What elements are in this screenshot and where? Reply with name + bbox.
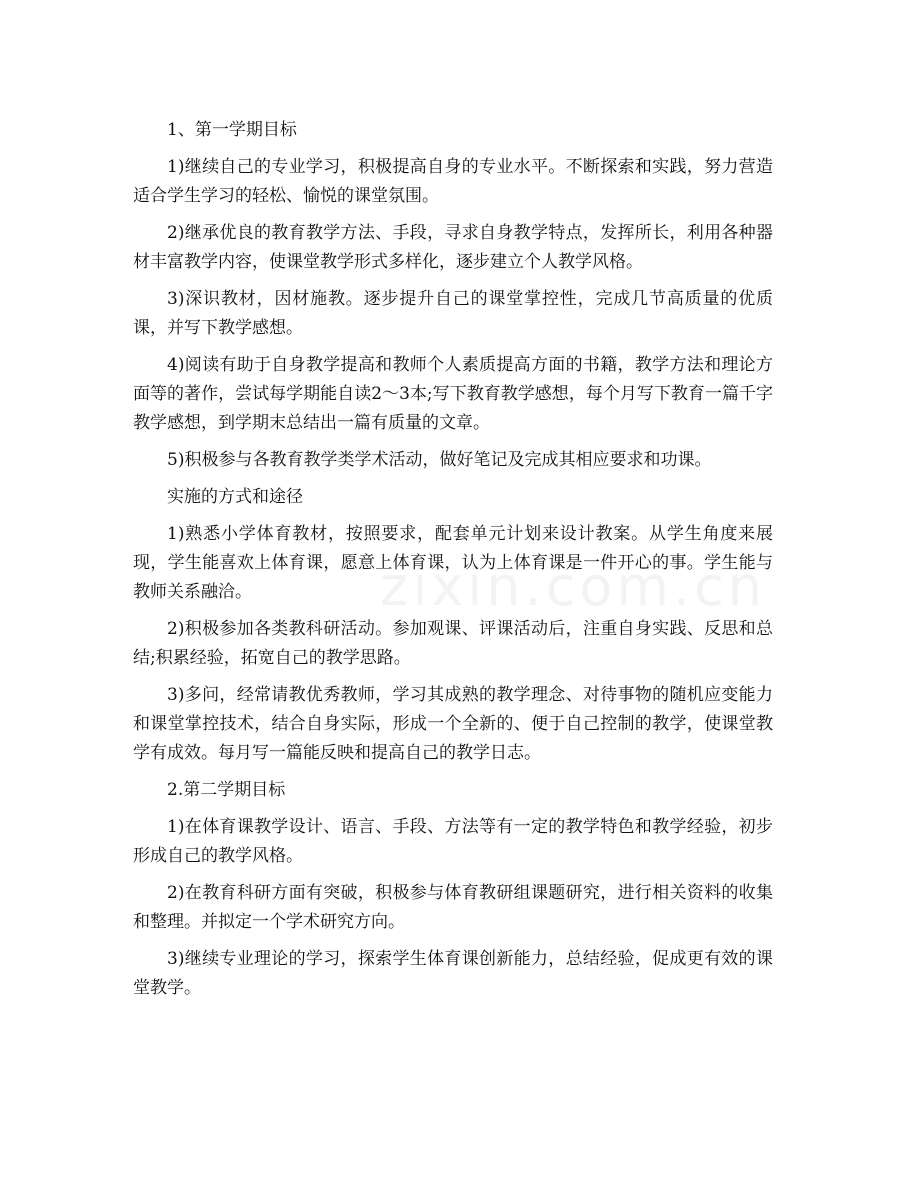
paragraph: 4)阅读有助于自身教学提高和教师个人素质提高方面的书籍，教学方法和理论方面等的著作，尝试每学期能自读2～3本;写下教育教学感想，每个月写下教育一篇千字教学感想，到学期末总结出一篇有质量的文章。 [133, 355, 773, 433]
document-body [133, 116, 773, 1011]
paragraph: 1)继续自己的专业学习，积极提高自身的专业水平。不断探索和实践，努力营造适合学生学习的轻松、愉悦的课堂氛围。 [133, 157, 773, 206]
paragraph: 1)熟悉小学体育教材，按照要求，配套单元计划来设计教案。从学生角度来展现，学生能喜欢上体育课，愿意上体育课，认为上体育课是一件开心的事。学生能与教师关系融洽。 [133, 524, 773, 602]
paragraph: 3)深识教材，因材施教。逐步提升自己的课堂掌控性，完成几节高质量的优质课，并写下教学感想。 [133, 289, 773, 338]
heading-implementation: 实施的方式和途径 [167, 487, 303, 507]
paragraph: 2)继承优良的教育教学方法、手段，寻求自身教学特点，发挥所长，利用各种器材丰富教学内容，使课堂教学形式多样化，逐步建立个人教学风格。 [133, 223, 773, 272]
heading-first-semester: 1、第一学期目标 [167, 120, 297, 140]
paragraph: 2)在教育科研方面有突破，积极参与体育教研组课题研究，进行相关资料的收集和整理。并拟定一个学术研究方向。 [133, 883, 773, 932]
paragraph: 5)积极参与各教育教学类学术活动，做好笔记及完成其相应要求和功课。 [167, 450, 712, 470]
paragraph: 2)积极参加各类教科研活动。参加观课、评课活动后，注重自身实践、反思和总结;积累经验，拓宽自己的教学思路。 [133, 619, 773, 668]
heading-second-semester: 2.第二学期目标 [167, 780, 286, 800]
paragraph: 3)继续专业理论的学习，探索学生体育课创新能力，总结经验，促成更有效的课堂教学。 [133, 949, 773, 998]
paragraph: 1)在体育课教学设计、语言、手段、方法等有一定的教学特色和教学经验，初步形成自己的教学风格。 [133, 817, 773, 866]
paragraph: 3)多问，经常请教优秀教师，学习其成熟的教学理念、对待事物的随机应变能力和课堂掌控技术，结合自身实际，形成一个全新的、便于自己控制的教学，使课堂教学有成效。每月写一篇能反映和提高自己的教学日志。 [133, 685, 773, 763]
